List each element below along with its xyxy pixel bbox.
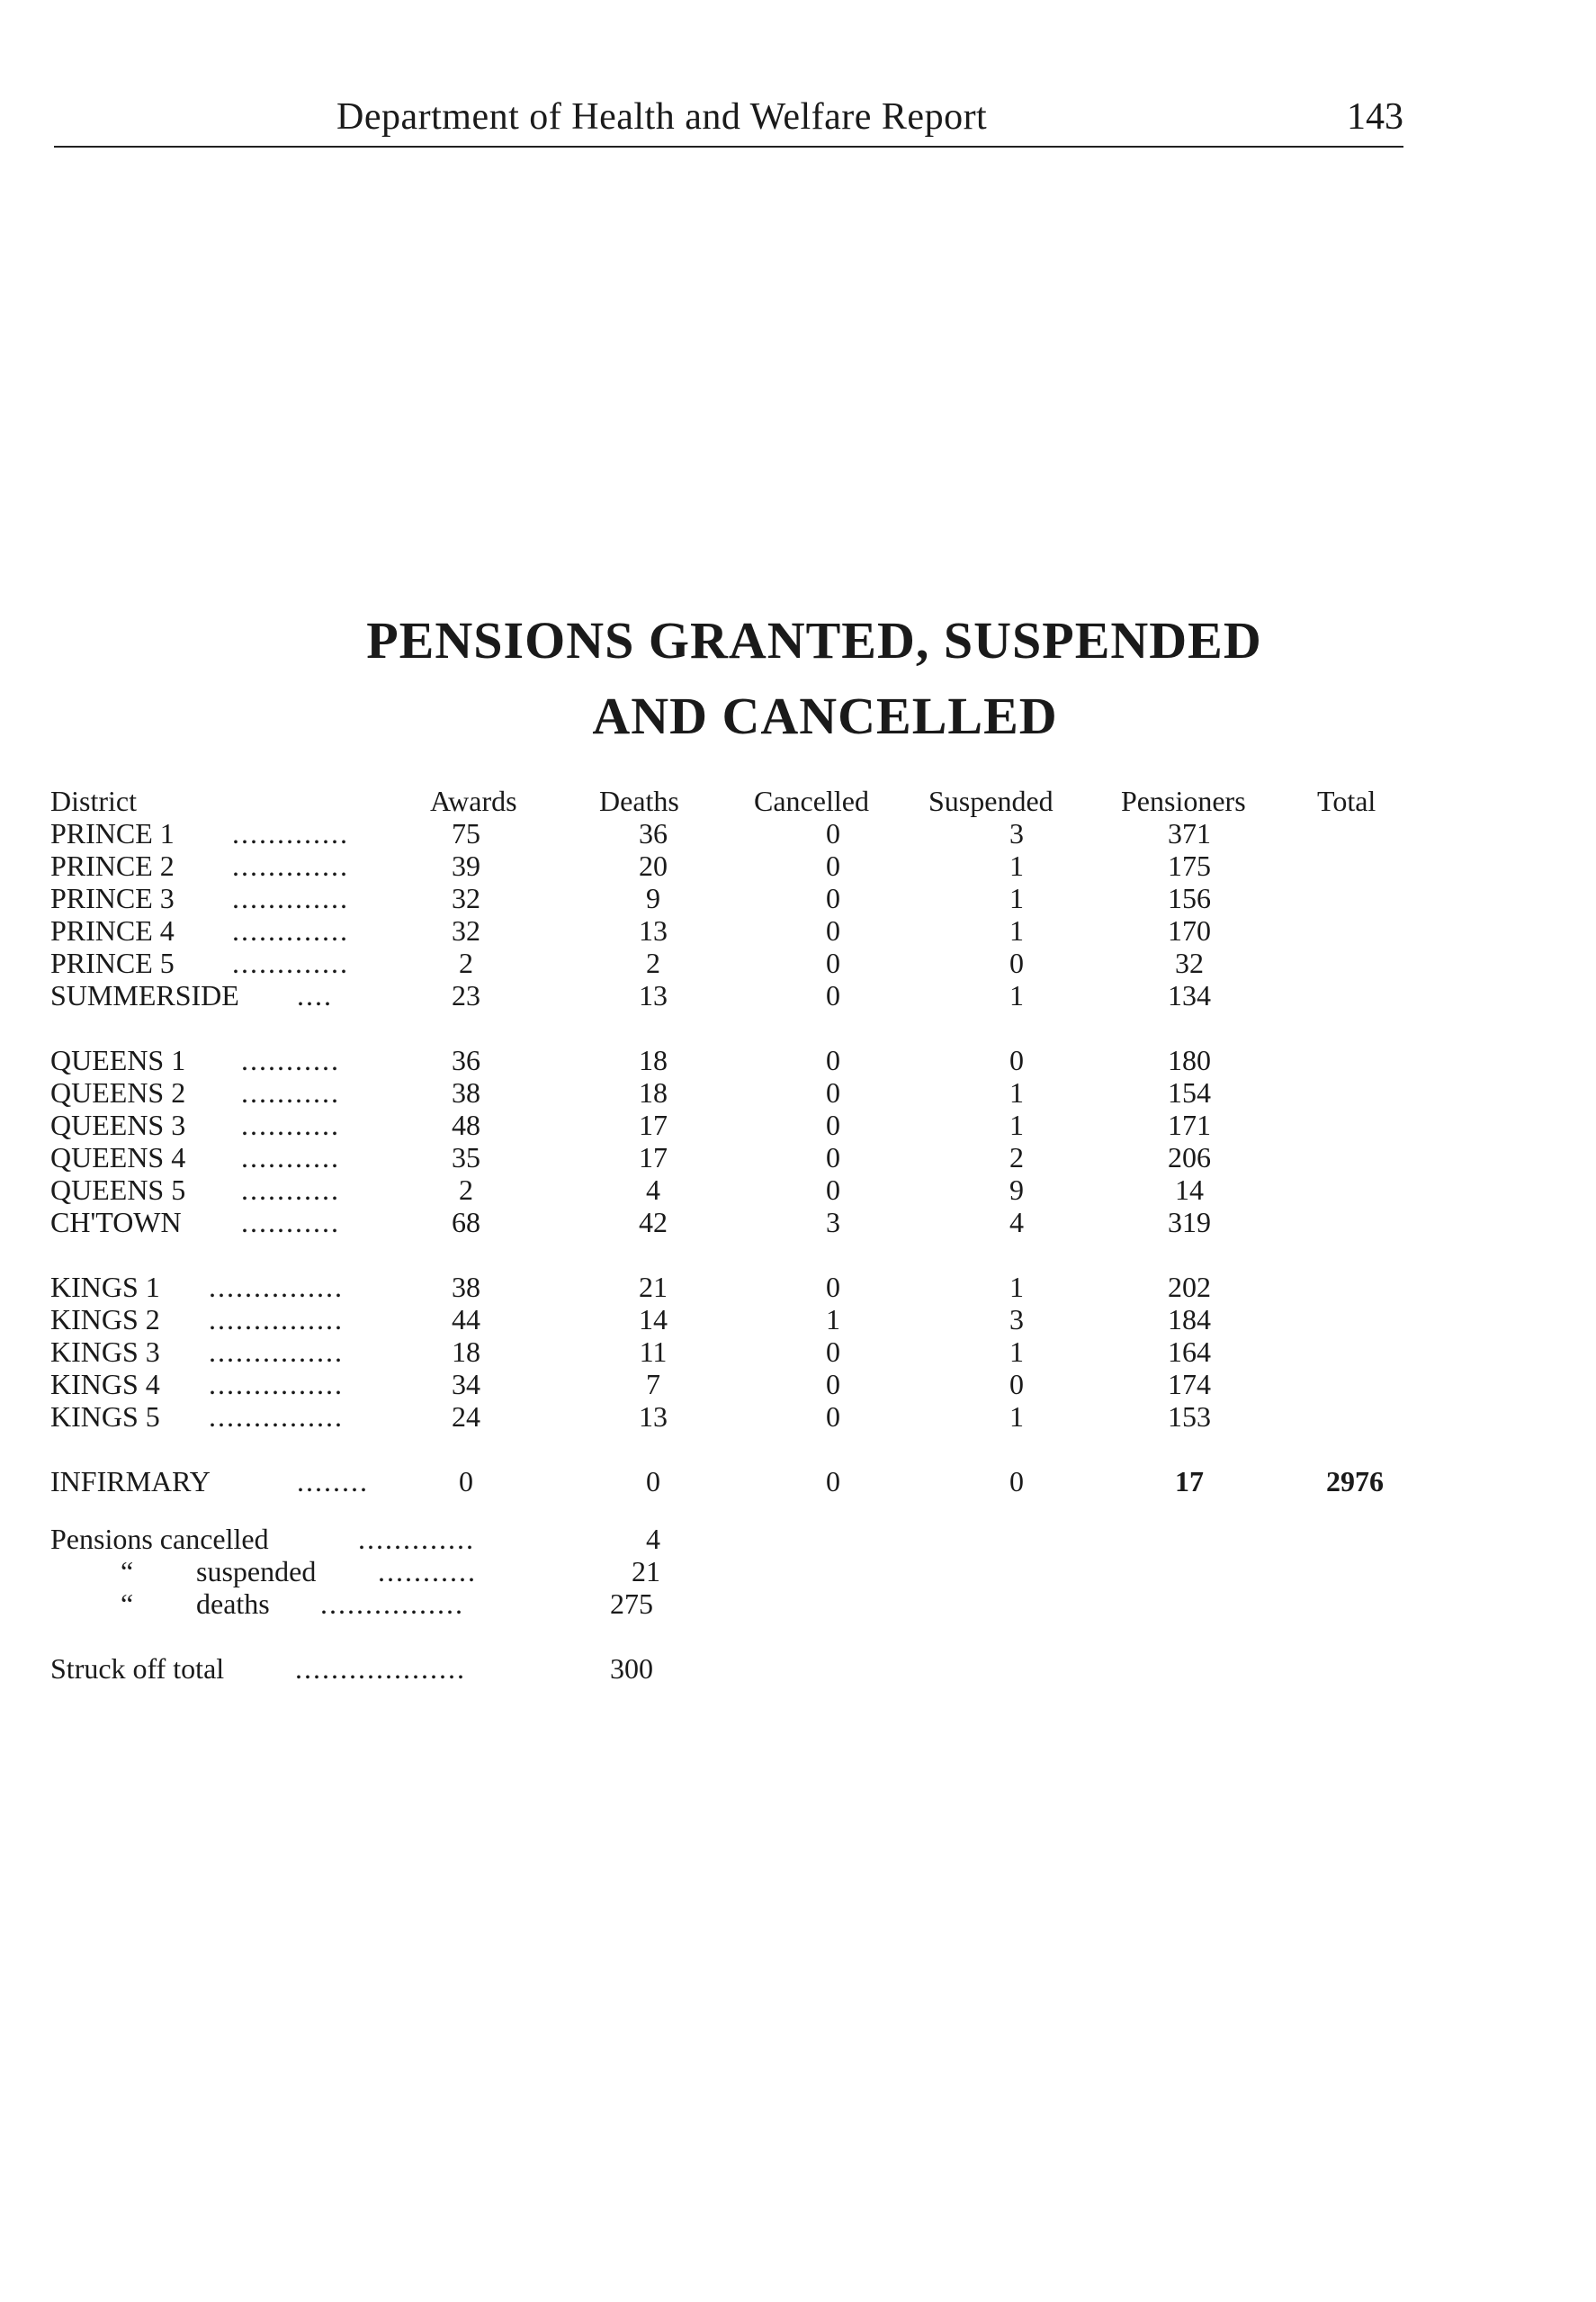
summary-deaths-value: 275 bbox=[610, 1587, 653, 1620]
awards-cell: 75 bbox=[452, 817, 480, 850]
suspended-cell: 2 bbox=[1009, 1141, 1024, 1173]
leader-dots: ............. bbox=[232, 947, 349, 979]
table-row bbox=[0, 850, 1596, 882]
deaths-cell: 11 bbox=[639, 1335, 668, 1368]
summary-cancelled-label: Pensions cancelled bbox=[50, 1523, 269, 1555]
awards-cell: 23 bbox=[452, 979, 480, 1012]
col-suspended: Suspended bbox=[928, 785, 1054, 817]
table-row bbox=[0, 1465, 1596, 1497]
deaths-cell: 20 bbox=[639, 850, 668, 882]
district-name: KINGS 3 bbox=[50, 1335, 160, 1368]
suspended-cell: 1 bbox=[1009, 850, 1024, 882]
table-row bbox=[0, 1271, 1596, 1303]
leader-dots: ............... bbox=[209, 1400, 344, 1433]
pensioners-cell: 134 bbox=[1168, 979, 1211, 1012]
summary-struck-label: Struck off total bbox=[50, 1652, 225, 1685]
pensioners-cell: 319 bbox=[1168, 1206, 1211, 1238]
table-row bbox=[0, 1303, 1596, 1335]
summary-suspended-dots: ........... bbox=[378, 1555, 477, 1587]
deaths-cell: 4 bbox=[646, 1173, 660, 1206]
leader-dots: ........... bbox=[241, 1044, 340, 1076]
district-name: PRINCE 4 bbox=[50, 914, 175, 947]
leader-dots: ........... bbox=[241, 1141, 340, 1173]
pensioners-cell: 184 bbox=[1168, 1303, 1211, 1335]
cancelled-cell: 0 bbox=[826, 1335, 840, 1368]
district-name: KINGS 1 bbox=[50, 1271, 160, 1303]
col-deaths: Deaths bbox=[599, 785, 679, 817]
summary-struck-value: 300 bbox=[610, 1652, 653, 1685]
page-header bbox=[54, 90, 1403, 148]
col-total: Total bbox=[1317, 785, 1376, 817]
cancelled-cell: 0 bbox=[826, 850, 840, 882]
awards-cell: 38 bbox=[452, 1076, 480, 1109]
suspended-cell: 1 bbox=[1009, 882, 1024, 914]
cancelled-cell: 1 bbox=[826, 1303, 840, 1335]
suspended-cell: 0 bbox=[1009, 1368, 1024, 1400]
pensioners-cell: 175 bbox=[1168, 850, 1211, 882]
summary-suspended-label: suspended bbox=[196, 1555, 317, 1587]
cancelled-cell: 3 bbox=[826, 1206, 840, 1238]
cancelled-cell: 0 bbox=[826, 914, 840, 947]
suspended-cell: 1 bbox=[1009, 1335, 1024, 1368]
suspended-cell: 4 bbox=[1009, 1206, 1024, 1238]
leader-dots: ........ bbox=[297, 1465, 369, 1497]
district-name: INFIRMARY bbox=[50, 1465, 211, 1497]
awards-cell: 48 bbox=[452, 1109, 480, 1141]
suspended-cell: 1 bbox=[1009, 1076, 1024, 1109]
col-cancelled: Cancelled bbox=[754, 785, 869, 817]
table-row bbox=[0, 1368, 1596, 1400]
awards-cell: 36 bbox=[452, 1044, 480, 1076]
cancelled-cell: 0 bbox=[826, 1368, 840, 1400]
leader-dots: .... bbox=[297, 979, 333, 1012]
leader-dots: ........... bbox=[241, 1173, 340, 1206]
section-heading-line2: AND CANCELLED bbox=[592, 687, 1058, 745]
table-row bbox=[0, 914, 1596, 947]
pensioners-cell: 153 bbox=[1168, 1400, 1211, 1433]
summary-deaths-label: deaths bbox=[196, 1587, 270, 1620]
deaths-cell: 13 bbox=[639, 1400, 668, 1433]
suspended-cell: 1 bbox=[1009, 1400, 1024, 1433]
deaths-cell: 17 bbox=[639, 1141, 668, 1173]
table-row bbox=[0, 882, 1596, 914]
page-number: 143 bbox=[1347, 96, 1403, 138]
table-row bbox=[0, 1400, 1596, 1433]
deaths-cell: 14 bbox=[639, 1303, 668, 1335]
section-heading-line1: PENSIONS GRANTED, SUSPENDED bbox=[366, 611, 1262, 670]
district-name: PRINCE 5 bbox=[50, 947, 175, 979]
table-row bbox=[0, 1173, 1596, 1206]
district-name: PRINCE 2 bbox=[50, 850, 175, 882]
district-name: KINGS 4 bbox=[50, 1368, 160, 1400]
leader-dots: ........... bbox=[241, 1206, 340, 1238]
cancelled-cell: 0 bbox=[826, 979, 840, 1012]
pensioners-cell: 171 bbox=[1168, 1109, 1211, 1141]
deaths-cell: 42 bbox=[639, 1206, 668, 1238]
suspended-cell: 1 bbox=[1009, 914, 1024, 947]
pensioners-cell: 156 bbox=[1168, 882, 1211, 914]
awards-cell: 32 bbox=[452, 882, 480, 914]
leader-dots: ............. bbox=[232, 817, 349, 850]
leader-dots: ........... bbox=[241, 1109, 340, 1141]
deaths-cell: 13 bbox=[639, 914, 668, 947]
suspended-cell: 3 bbox=[1009, 817, 1024, 850]
awards-cell: 38 bbox=[452, 1271, 480, 1303]
table-row bbox=[0, 1206, 1596, 1238]
cancelled-cell: 0 bbox=[826, 1400, 840, 1433]
awards-cell: 68 bbox=[452, 1206, 480, 1238]
leader-dots: ............. bbox=[232, 914, 349, 947]
awards-cell: 35 bbox=[452, 1141, 480, 1173]
summary-struck-dots: ................... bbox=[295, 1652, 466, 1685]
cancelled-cell: 0 bbox=[826, 1109, 840, 1141]
col-awards: Awards bbox=[430, 785, 517, 817]
deaths-cell: 17 bbox=[639, 1109, 668, 1141]
deaths-cell: 9 bbox=[646, 882, 660, 914]
pensioners-cell: 180 bbox=[1168, 1044, 1211, 1076]
suspended-cell: 9 bbox=[1009, 1173, 1024, 1206]
cancelled-cell: 0 bbox=[826, 1141, 840, 1173]
pensioners-cell: 17 bbox=[1175, 1465, 1204, 1497]
col-pensioners: Pensioners bbox=[1121, 785, 1246, 817]
deaths-cell: 18 bbox=[639, 1044, 668, 1076]
cancelled-cell: 0 bbox=[826, 1271, 840, 1303]
leader-dots: ............... bbox=[209, 1271, 344, 1303]
pensioners-cell: 154 bbox=[1168, 1076, 1211, 1109]
pensioners-cell: 206 bbox=[1168, 1141, 1211, 1173]
cancelled-cell: 0 bbox=[826, 947, 840, 979]
awards-cell: 44 bbox=[452, 1303, 480, 1335]
leader-dots: ............. bbox=[232, 882, 349, 914]
leader-dots: ............. bbox=[232, 850, 349, 882]
deaths-cell: 13 bbox=[639, 979, 668, 1012]
deaths-cell: 2 bbox=[646, 947, 660, 979]
deaths-cell: 7 bbox=[646, 1368, 660, 1400]
district-name: PRINCE 1 bbox=[50, 817, 175, 850]
table-row bbox=[0, 1109, 1596, 1141]
report-title: Department of Health and Welfare Report bbox=[336, 96, 988, 138]
table-row bbox=[0, 1044, 1596, 1076]
cancelled-cell: 0 bbox=[826, 817, 840, 850]
suspended-cell: 1 bbox=[1009, 1109, 1024, 1141]
pensioners-cell: 371 bbox=[1168, 817, 1211, 850]
district-name: QUEENS 5 bbox=[50, 1173, 186, 1206]
awards-cell: 39 bbox=[452, 850, 480, 882]
suspended-cell: 0 bbox=[1009, 1044, 1024, 1076]
deaths-cell: 21 bbox=[639, 1271, 668, 1303]
summary-deaths-dots: ................ bbox=[320, 1587, 464, 1620]
awards-cell: 0 bbox=[459, 1465, 473, 1497]
suspended-cell: 0 bbox=[1009, 1465, 1024, 1497]
leader-dots: ........... bbox=[241, 1076, 340, 1109]
district-name: KINGS 5 bbox=[50, 1400, 160, 1433]
cancelled-cell: 0 bbox=[826, 1173, 840, 1206]
awards-cell: 24 bbox=[452, 1400, 480, 1433]
table-row bbox=[0, 1076, 1596, 1109]
col-district: District bbox=[50, 785, 137, 817]
summary-suspended-value: 21 bbox=[632, 1555, 660, 1587]
suspended-cell: 1 bbox=[1009, 1271, 1024, 1303]
deaths-cell: 36 bbox=[639, 817, 668, 850]
deaths-cell: 0 bbox=[646, 1465, 660, 1497]
summary-cancelled-value: 4 bbox=[646, 1523, 660, 1555]
district-name: QUEENS 1 bbox=[50, 1044, 186, 1076]
summary-cancelled-dots: ............. bbox=[358, 1523, 475, 1555]
table-header bbox=[0, 785, 1596, 817]
leader-dots: ............... bbox=[209, 1368, 344, 1400]
pensioners-cell: 32 bbox=[1175, 947, 1204, 979]
district-name: PRINCE 3 bbox=[50, 882, 175, 914]
total-cell: 2976 bbox=[1326, 1465, 1384, 1497]
pensioners-cell: 174 bbox=[1168, 1368, 1211, 1400]
awards-cell: 32 bbox=[452, 914, 480, 947]
cancelled-cell: 0 bbox=[826, 1044, 840, 1076]
awards-cell: 2 bbox=[459, 947, 473, 979]
summary-ditto-mark: “ bbox=[121, 1587, 134, 1620]
suspended-cell: 3 bbox=[1009, 1303, 1024, 1335]
awards-cell: 34 bbox=[452, 1368, 480, 1400]
cancelled-cell: 0 bbox=[826, 1465, 840, 1497]
district-name: CH'TOWN bbox=[50, 1206, 182, 1238]
pensioners-cell: 202 bbox=[1168, 1271, 1211, 1303]
cancelled-cell: 0 bbox=[826, 1076, 840, 1109]
district-name: SUMMERSIDE bbox=[50, 979, 239, 1012]
deaths-cell: 18 bbox=[639, 1076, 668, 1109]
suspended-cell: 0 bbox=[1009, 947, 1024, 979]
district-name: KINGS 2 bbox=[50, 1303, 160, 1335]
table-row bbox=[0, 1335, 1596, 1368]
cancelled-cell: 0 bbox=[826, 882, 840, 914]
table-row bbox=[0, 979, 1596, 1012]
table-row bbox=[0, 947, 1596, 979]
district-name: QUEENS 3 bbox=[50, 1109, 186, 1141]
awards-cell: 18 bbox=[452, 1335, 480, 1368]
summary-ditto-mark: “ bbox=[121, 1555, 134, 1587]
table-row bbox=[0, 817, 1596, 850]
district-name: QUEENS 2 bbox=[50, 1076, 186, 1109]
leader-dots: ............... bbox=[209, 1303, 344, 1335]
district-name: QUEENS 4 bbox=[50, 1141, 186, 1173]
leader-dots: ............... bbox=[209, 1335, 344, 1368]
suspended-cell: 1 bbox=[1009, 979, 1024, 1012]
pensioners-cell: 164 bbox=[1168, 1335, 1211, 1368]
pensioners-cell: 170 bbox=[1168, 914, 1211, 947]
pensioners-cell: 14 bbox=[1175, 1173, 1204, 1206]
table-row bbox=[0, 1141, 1596, 1173]
awards-cell: 2 bbox=[459, 1173, 473, 1206]
